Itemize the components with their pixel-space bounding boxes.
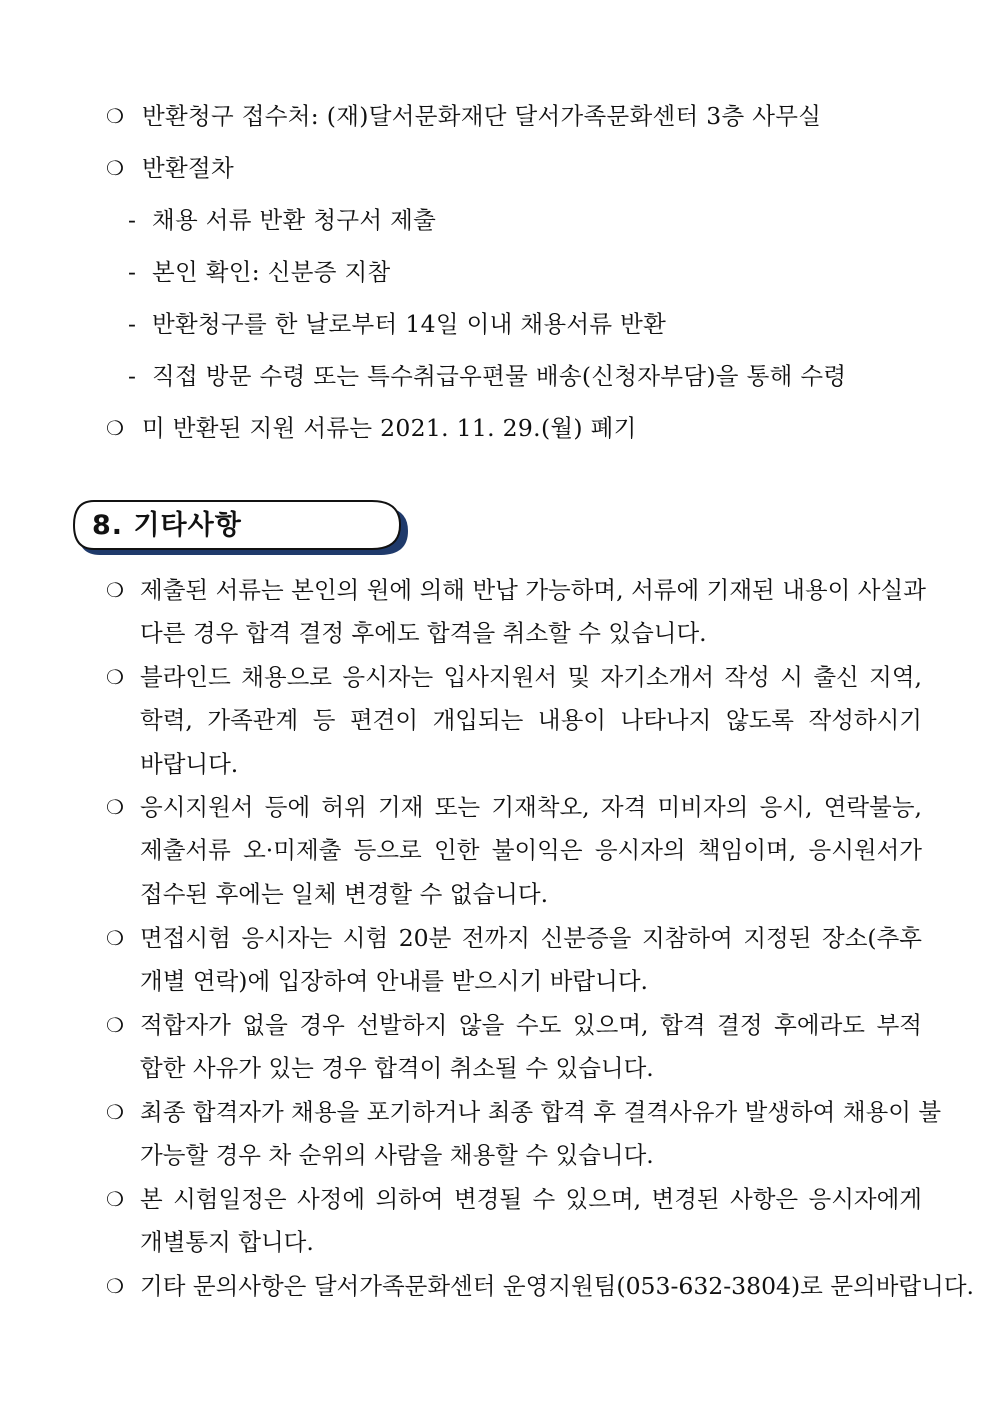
dash-icon: - [128, 206, 137, 234]
list-item-line: 기타 문의사항은 달서가족문화센터 운영지원팀(053-632-3804)로 문의바랍니다. [140, 1272, 975, 1300]
procedure-step-text: 채용 서류 반환 청구서 제출 [152, 206, 437, 234]
return-procedure-title: 반환절차 [142, 154, 235, 182]
disposal-line [106, 413, 637, 443]
dash-icon: - [128, 362, 137, 390]
list-item-line: 최종 합격자가 채용을 포기하거나 최종 합격 후 결격사유가 발생하여 채용이 불 [140, 1098, 942, 1126]
bullet-icon: ❍ [106, 665, 124, 689]
list-item-line: 학력, 가족관계 등 편견이 개입되는 내용이 나타나지 않도록 작성하시기 [140, 706, 922, 734]
bullet-icon: ❍ [106, 1274, 124, 1298]
list-item-line: 바랍니다. [140, 750, 239, 778]
procedure-step-text: 반환청구를 한 날로부터 14일 이내 채용서류 반환 [152, 310, 667, 338]
list-item-line: 개별 연락)에 입장하여 안내를 받으시기 바랍니다. [140, 967, 649, 995]
return-office-text: 반환청구 접수처: (재)달서문화재단 달서가족문화센터 3층 사무실 [142, 102, 822, 130]
list-item-line: 본 시험일정은 사정에 의하여 변경될 수 있으며, 변경된 사항은 응시자에게 [140, 1185, 922, 1213]
dash-icon: - [128, 258, 137, 286]
list-item-line: 블라인드 채용으로 응시자는 입사지원서 및 자기소개서 작성 시 출신 지역, [140, 663, 922, 691]
list-item-line: 합한 사유가 있는 경우 합격이 취소될 수 있습니다. [140, 1054, 654, 1082]
list-item-line: 응시지원서 등에 허위 기재 또는 기재착오, 자격 미비자의 응시, 연락불능, [140, 793, 922, 821]
list-item-line: 제출된 서류는 본인의 원에 의해 반납 가능하며, 서류에 기재된 내용이 사실과 [140, 576, 926, 604]
bullet-icon: ❍ [106, 1187, 124, 1211]
dash-icon: - [128, 310, 137, 338]
return-procedure-line [106, 153, 234, 183]
procedure-step [128, 205, 436, 235]
bullet-icon: ❍ [106, 795, 124, 819]
list-item-line: 접수된 후에는 일체 변경할 수 없습니다. [140, 880, 549, 908]
procedure-step [128, 257, 391, 287]
bullet-icon: ❍ [106, 578, 124, 602]
procedure-step [128, 309, 666, 339]
section-8-header [72, 499, 410, 559]
procedure-step-text: 직접 방문 수령 또는 특수취급우편물 배송(신청자부담)을 통해 수령 [152, 362, 847, 390]
bullet-icon: ❍ [106, 104, 125, 128]
list-item-line: 면접시험 응시자는 시험 20분 전까지 신분증을 지참하여 지정된 장소(추후 [140, 924, 922, 952]
list-item-line: 개별통지 합니다. [140, 1228, 314, 1256]
procedure-step [128, 361, 846, 391]
return-office-line [106, 101, 821, 131]
bullet-icon: ❍ [106, 1100, 124, 1124]
section-8-title: 8. 기타사항 [92, 510, 242, 541]
bullet-icon: ❍ [106, 156, 125, 180]
list-item-line: 다른 경우 합격 결정 후에도 합격을 취소할 수 있습니다. [140, 619, 707, 647]
procedure-step-text: 본인 확인: 신분증 지참 [152, 258, 391, 286]
list-item-line: 가능할 경우 차 순위의 사람을 채용할 수 있습니다. [140, 1141, 654, 1169]
list-item-line: 적합자가 없을 경우 선발하지 않을 수도 있으며, 합격 결정 후에라도 부적 [140, 1011, 922, 1039]
bullet-icon: ❍ [106, 416, 125, 440]
list-item-line: 제출서류 오·미제출 등으로 인한 불이익은 응시자의 책임이며, 응시원서가 [140, 836, 922, 864]
bullet-icon: ❍ [106, 1013, 124, 1037]
disposal-text: 미 반환된 지원 서류는 2021. 11. 29.(월) 폐기 [142, 414, 637, 442]
bullet-icon: ❍ [106, 926, 124, 950]
